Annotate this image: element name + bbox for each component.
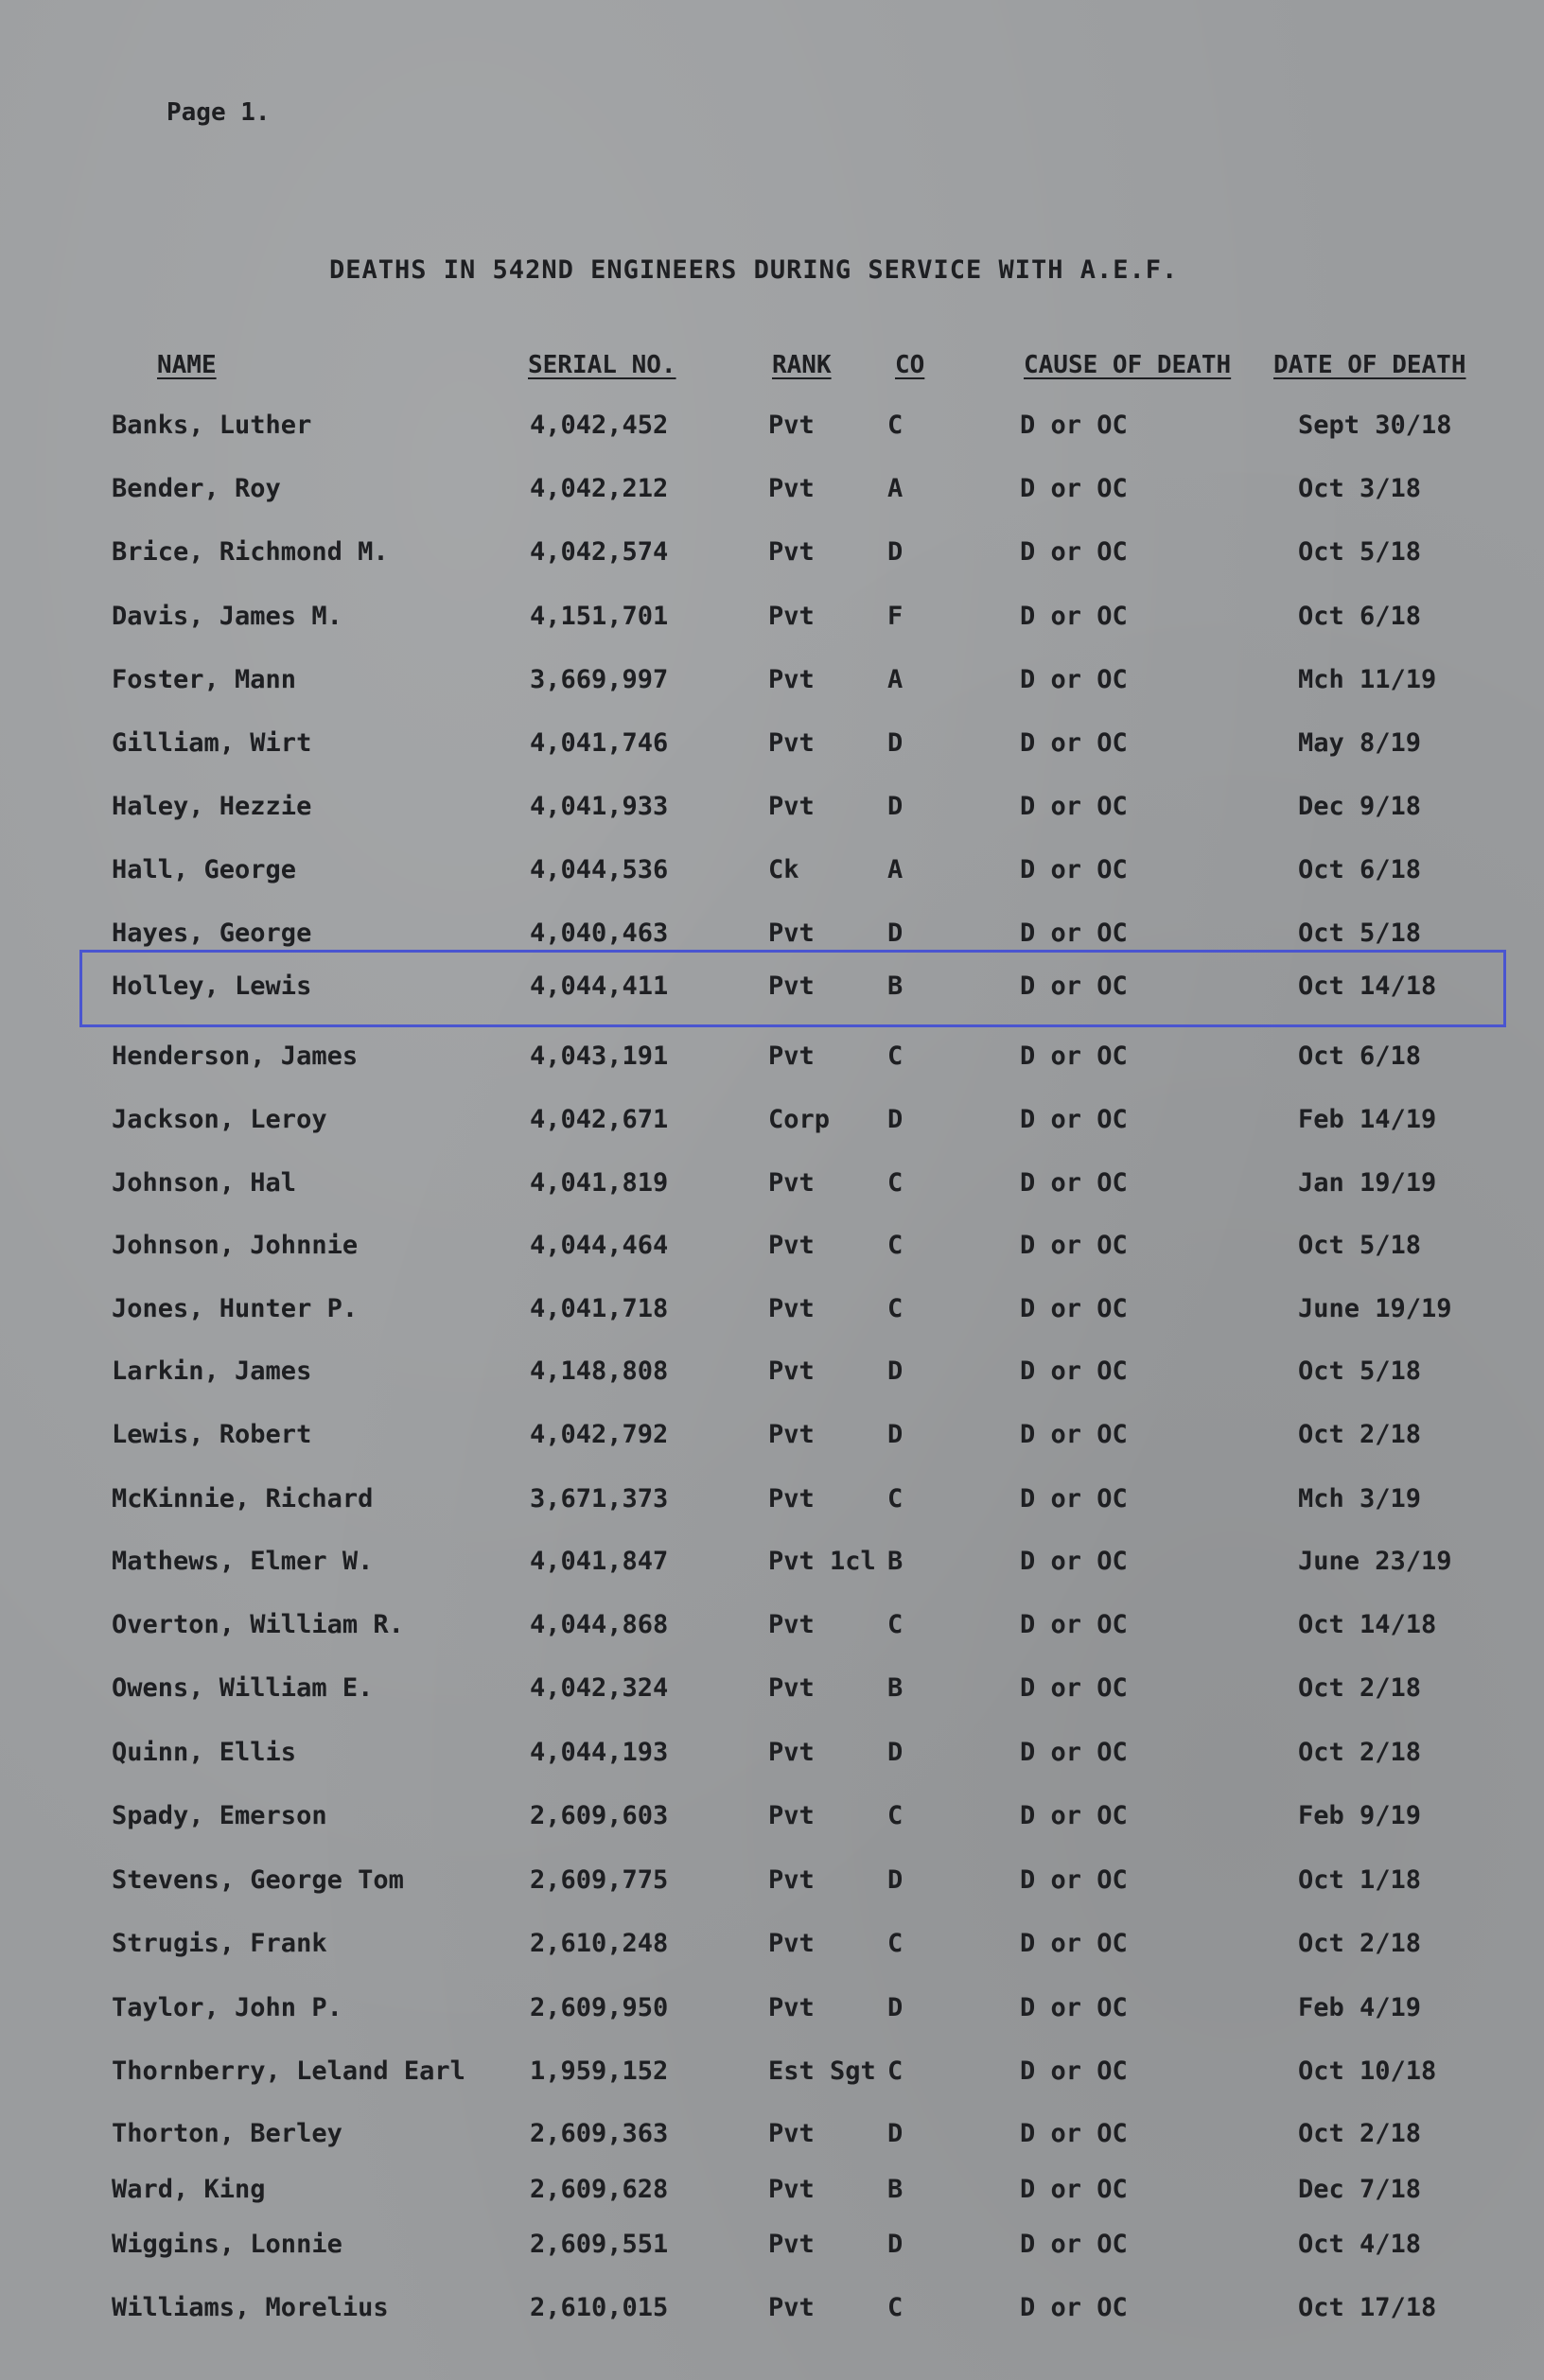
cell-serial: 4,040,463 bbox=[530, 919, 669, 948]
cell-date: Oct 6/18 bbox=[1298, 602, 1422, 631]
cell-co: A bbox=[887, 474, 904, 503]
cell-rank: Pvt bbox=[768, 792, 815, 821]
cell-rank: Pvt bbox=[768, 1610, 815, 1639]
cell-cause: D or OC bbox=[1020, 1294, 1128, 1323]
cell-date: May 8/19 bbox=[1298, 728, 1422, 758]
cell-date: Mch 11/19 bbox=[1298, 665, 1437, 694]
cell-serial: 4,042,671 bbox=[530, 1105, 669, 1134]
cell-cause: D or OC bbox=[1020, 474, 1128, 503]
cell-rank: Corp bbox=[768, 1105, 831, 1134]
cell-name: Wiggins, Lonnie bbox=[112, 2230, 342, 2259]
cell-name: Stevens, George Tom bbox=[112, 1865, 404, 1895]
cell-co: D bbox=[887, 1738, 904, 1767]
cell-serial: 4,043,191 bbox=[530, 1041, 669, 1071]
cell-date: Sept 30/18 bbox=[1298, 411, 1452, 440]
cell-date: Dec 7/18 bbox=[1298, 2175, 1422, 2204]
cell-date: June 23/19 bbox=[1298, 1547, 1452, 1576]
cell-rank: Est Sgt bbox=[768, 2056, 876, 2086]
cell-name: Thornberry, Leland Earl bbox=[112, 2056, 465, 2086]
cell-co: D bbox=[887, 792, 904, 821]
cell-date: Oct 2/18 bbox=[1298, 2119, 1422, 2148]
cell-cause: D or OC bbox=[1020, 855, 1128, 884]
cell-cause: D or OC bbox=[1020, 537, 1128, 567]
cell-serial: 4,042,452 bbox=[530, 411, 669, 440]
header-date: DATE OF DEATH bbox=[1273, 351, 1466, 379]
cell-rank: Ck bbox=[768, 855, 799, 884]
cell-serial: 4,041,746 bbox=[530, 728, 669, 758]
header-co: CO bbox=[895, 351, 925, 379]
table-header bbox=[0, 346, 1544, 384]
cell-rank: Pvt bbox=[768, 1231, 815, 1260]
cell-date: Oct 14/18 bbox=[1298, 971, 1437, 1001]
cell-rank: Pvt bbox=[768, 971, 815, 1001]
cell-name: Larkin, James bbox=[112, 1356, 312, 1386]
cell-co: C bbox=[887, 411, 904, 440]
cell-rank: Pvt bbox=[768, 2293, 815, 2322]
cell-serial: 4,044,536 bbox=[530, 855, 669, 884]
table-row bbox=[0, 1164, 1544, 1202]
cell-rank: Pvt bbox=[768, 2119, 815, 2148]
cell-serial: 4,041,847 bbox=[530, 1547, 669, 1576]
cell-co: B bbox=[887, 2175, 904, 2204]
cell-name: Spady, Emerson bbox=[112, 1801, 327, 1830]
cell-name: Johnson, Johnnie bbox=[112, 1231, 359, 1260]
cell-date: Oct 2/18 bbox=[1298, 1738, 1422, 1767]
cell-co: C bbox=[887, 2293, 904, 2322]
cell-date: Feb 4/19 bbox=[1298, 1993, 1422, 2022]
cell-name: Gilliam, Wirt bbox=[112, 728, 312, 758]
header-name: NAME bbox=[157, 351, 217, 379]
cell-cause: D or OC bbox=[1020, 1610, 1128, 1639]
cell-cause: D or OC bbox=[1020, 2230, 1128, 2259]
cell-name: Bender, Roy bbox=[112, 474, 281, 503]
cell-name: Owens, William E. bbox=[112, 1673, 374, 1703]
cell-co: D bbox=[887, 537, 904, 567]
table-row bbox=[0, 1353, 1544, 1391]
cell-date: Oct 2/18 bbox=[1298, 1929, 1422, 1958]
cell-date: Oct 6/18 bbox=[1298, 1041, 1422, 1071]
table-row bbox=[0, 407, 1544, 445]
cell-date: Feb 9/19 bbox=[1298, 1801, 1422, 1830]
cell-serial: 2,609,628 bbox=[530, 2175, 669, 2204]
cell-date: Oct 17/18 bbox=[1298, 2293, 1437, 2322]
cell-name: Hall, George bbox=[112, 855, 297, 884]
cell-name: Williams, Morelius bbox=[112, 2293, 389, 2322]
cell-rank: Pvt bbox=[768, 602, 815, 631]
cell-cause: D or OC bbox=[1020, 2056, 1128, 2086]
table-row bbox=[0, 1734, 1544, 1772]
cell-rank: Pvt bbox=[768, 2230, 815, 2259]
table-row bbox=[0, 1480, 1544, 1518]
cell-rank: Pvt 1cl bbox=[768, 1547, 876, 1576]
cell-name: Holley, Lewis bbox=[112, 971, 312, 1001]
table-row bbox=[0, 1101, 1544, 1139]
cell-name: Banks, Luther bbox=[112, 411, 312, 440]
cell-serial: 4,041,819 bbox=[530, 1168, 669, 1198]
table-row bbox=[0, 1797, 1544, 1835]
cell-co: C bbox=[887, 1484, 904, 1514]
cell-co: A bbox=[887, 855, 904, 884]
cell-cause: D or OC bbox=[1020, 792, 1128, 821]
cell-name: Thorton, Berley bbox=[112, 2119, 342, 2148]
cell-name: McKinnie, Richard bbox=[112, 1484, 374, 1514]
cell-co: D bbox=[887, 1356, 904, 1386]
cell-date: Oct 6/18 bbox=[1298, 855, 1422, 884]
cell-rank: Pvt bbox=[768, 728, 815, 758]
cell-co: C bbox=[887, 1929, 904, 1958]
cell-name: Jackson, Leroy bbox=[112, 1105, 327, 1134]
cell-serial: 4,044,464 bbox=[530, 1231, 669, 1260]
cell-rank: Pvt bbox=[768, 1041, 815, 1071]
table-row bbox=[0, 2226, 1544, 2264]
cell-serial: 4,042,324 bbox=[530, 1673, 669, 1703]
cell-cause: D or OC bbox=[1020, 728, 1128, 758]
table-row bbox=[0, 2115, 1544, 2153]
cell-serial: 4,042,212 bbox=[530, 474, 669, 503]
table-row bbox=[0, 1038, 1544, 1076]
cell-co: D bbox=[887, 1865, 904, 1895]
cell-co: C bbox=[887, 1041, 904, 1071]
cell-name: Jones, Hunter P. bbox=[112, 1294, 359, 1323]
cell-rank: Pvt bbox=[768, 1420, 815, 1449]
cell-name: Lewis, Robert bbox=[112, 1420, 312, 1449]
cell-co: D bbox=[887, 2119, 904, 2148]
cell-co: C bbox=[887, 1231, 904, 1260]
cell-name: Strugis, Frank bbox=[112, 1929, 327, 1958]
cell-serial: 4,042,574 bbox=[530, 537, 669, 567]
cell-date: Oct 14/18 bbox=[1298, 1610, 1437, 1639]
cell-cause: D or OC bbox=[1020, 411, 1128, 440]
cell-co: D bbox=[887, 2230, 904, 2259]
header-serial: SERIAL NO. bbox=[528, 351, 676, 379]
cell-cause: D or OC bbox=[1020, 919, 1128, 948]
table-row bbox=[0, 1416, 1544, 1454]
cell-date: Jan 19/19 bbox=[1298, 1168, 1437, 1198]
cell-date: Oct 2/18 bbox=[1298, 1420, 1422, 1449]
cell-date: Feb 14/19 bbox=[1298, 1105, 1437, 1134]
cell-name: Foster, Mann bbox=[112, 665, 297, 694]
cell-serial: 4,041,718 bbox=[530, 1294, 669, 1323]
cell-cause: D or OC bbox=[1020, 1865, 1128, 1895]
cell-cause: D or OC bbox=[1020, 1801, 1128, 1830]
cell-cause: D or OC bbox=[1020, 1738, 1128, 1767]
table-row bbox=[0, 1290, 1544, 1328]
cell-co: B bbox=[887, 1547, 904, 1576]
cell-co: C bbox=[887, 1610, 904, 1639]
table-row bbox=[0, 1925, 1544, 1963]
cell-cause: D or OC bbox=[1020, 2293, 1128, 2322]
cell-cause: D or OC bbox=[1020, 1168, 1128, 1198]
cell-cause: D or OC bbox=[1020, 1673, 1128, 1703]
cell-serial: 2,610,248 bbox=[530, 1929, 669, 1958]
table-row bbox=[0, 1606, 1544, 1644]
cell-cause: D or OC bbox=[1020, 1547, 1128, 1576]
cell-rank: Pvt bbox=[768, 1673, 815, 1703]
cell-rank: Pvt bbox=[768, 2175, 815, 2204]
cell-rank: Pvt bbox=[768, 1865, 815, 1895]
cell-co: A bbox=[887, 665, 904, 694]
cell-rank: Pvt bbox=[768, 1356, 815, 1386]
cell-cause: D or OC bbox=[1020, 602, 1128, 631]
cell-date: Oct 10/18 bbox=[1298, 2056, 1437, 2086]
table-row bbox=[0, 534, 1544, 571]
cell-serial: 3,671,373 bbox=[530, 1484, 669, 1514]
cell-date: Dec 9/18 bbox=[1298, 792, 1422, 821]
highlighted-row-box bbox=[79, 950, 1506, 1027]
cell-serial: 2,610,015 bbox=[530, 2293, 669, 2322]
cell-date: Oct 5/18 bbox=[1298, 537, 1422, 567]
table-row bbox=[0, 725, 1544, 762]
cell-name: Overton, William R. bbox=[112, 1610, 404, 1639]
cell-rank: Pvt bbox=[768, 1738, 815, 1767]
cell-date: Oct 5/18 bbox=[1298, 1356, 1422, 1386]
cell-date: Mch 3/19 bbox=[1298, 1484, 1422, 1514]
table-row bbox=[0, 2053, 1544, 2091]
cell-co: B bbox=[887, 971, 904, 1001]
cell-rank: Pvt bbox=[768, 1294, 815, 1323]
cell-serial: 4,148,808 bbox=[530, 1356, 669, 1386]
table-row bbox=[0, 915, 1544, 953]
cell-cause: D or OC bbox=[1020, 1484, 1128, 1514]
cell-rank: Pvt bbox=[768, 1484, 815, 1514]
cell-name: Johnson, Hal bbox=[112, 1168, 297, 1198]
cell-serial: 2,609,363 bbox=[530, 2119, 669, 2148]
table-row bbox=[0, 2289, 1544, 2327]
cell-cause: D or OC bbox=[1020, 1231, 1128, 1260]
cell-cause: D or OC bbox=[1020, 1105, 1128, 1134]
table-row bbox=[0, 661, 1544, 699]
cell-co: D bbox=[887, 919, 904, 948]
table-row bbox=[0, 1543, 1544, 1581]
cell-name: Ward, King bbox=[112, 2175, 266, 2204]
cell-cause: D or OC bbox=[1020, 1993, 1128, 2022]
table-row bbox=[0, 2171, 1544, 2209]
cell-rank: Pvt bbox=[768, 665, 815, 694]
document-title: DEATHS IN 542ND ENGINEERS DURING SERVICE WITH A.E.F. bbox=[329, 255, 1179, 285]
cell-date: Oct 5/18 bbox=[1298, 1231, 1422, 1260]
cell-serial: 1,959,152 bbox=[530, 2056, 669, 2086]
header-cause: CAUSE OF DEATH bbox=[1024, 351, 1232, 379]
cell-date: Oct 3/18 bbox=[1298, 474, 1422, 503]
cell-name: Henderson, James bbox=[112, 1041, 359, 1071]
cell-co: B bbox=[887, 1673, 904, 1703]
cell-serial: 2,609,603 bbox=[530, 1801, 669, 1830]
cell-serial: 4,044,411 bbox=[530, 971, 669, 1001]
cell-co: C bbox=[887, 1168, 904, 1198]
cell-date: June 19/19 bbox=[1298, 1294, 1452, 1323]
table-row bbox=[0, 598, 1544, 636]
cell-co: C bbox=[887, 1294, 904, 1323]
cell-serial: 3,669,997 bbox=[530, 665, 669, 694]
cell-date: Oct 2/18 bbox=[1298, 1673, 1422, 1703]
cell-serial: 4,041,933 bbox=[530, 792, 669, 821]
cell-serial: 2,609,775 bbox=[530, 1865, 669, 1895]
cell-cause: D or OC bbox=[1020, 665, 1128, 694]
cell-serial: 4,151,701 bbox=[530, 602, 669, 631]
cell-rank: Pvt bbox=[768, 1168, 815, 1198]
cell-cause: D or OC bbox=[1020, 1420, 1128, 1449]
page-number: Page 1. bbox=[167, 98, 271, 127]
table-row bbox=[0, 1227, 1544, 1265]
cell-cause: D or OC bbox=[1020, 2119, 1128, 2148]
cell-co: D bbox=[887, 728, 904, 758]
cell-rank: Pvt bbox=[768, 537, 815, 567]
cell-co: D bbox=[887, 1420, 904, 1449]
cell-co: D bbox=[887, 1993, 904, 2022]
cell-name: Davis, James M. bbox=[112, 602, 342, 631]
cell-cause: D or OC bbox=[1020, 971, 1128, 1001]
table-row bbox=[0, 1670, 1544, 1707]
cell-cause: D or OC bbox=[1020, 1356, 1128, 1386]
table-row bbox=[0, 1989, 1544, 2027]
cell-name: Mathews, Elmer W. bbox=[112, 1547, 374, 1576]
cell-serial: 2,609,950 bbox=[530, 1993, 669, 2022]
cell-cause: D or OC bbox=[1020, 1929, 1128, 1958]
cell-name: Brice, Richmond M. bbox=[112, 537, 389, 567]
cell-serial: 4,044,868 bbox=[530, 1610, 669, 1639]
cell-name: Haley, Hezzie bbox=[112, 792, 312, 821]
table-row bbox=[0, 1862, 1544, 1899]
cell-name: Quinn, Ellis bbox=[112, 1738, 297, 1767]
cell-co: F bbox=[887, 602, 904, 631]
table-row bbox=[0, 851, 1544, 889]
table-row bbox=[0, 788, 1544, 826]
cell-name: Hayes, George bbox=[112, 919, 312, 948]
cell-co: C bbox=[887, 2056, 904, 2086]
cell-co: D bbox=[887, 1105, 904, 1134]
cell-name: Taylor, John P. bbox=[112, 1993, 342, 2022]
cell-rank: Pvt bbox=[768, 1993, 815, 2022]
cell-date: Oct 5/18 bbox=[1298, 919, 1422, 948]
cell-rank: Pvt bbox=[768, 474, 815, 503]
cell-rank: Pvt bbox=[768, 411, 815, 440]
cell-rank: Pvt bbox=[768, 1801, 815, 1830]
cell-rank: Pvt bbox=[768, 919, 815, 948]
cell-cause: D or OC bbox=[1020, 1041, 1128, 1071]
cell-serial: 4,044,193 bbox=[530, 1738, 669, 1767]
table-row bbox=[0, 470, 1544, 508]
cell-co: C bbox=[887, 1801, 904, 1830]
cell-rank: Pvt bbox=[768, 1929, 815, 1958]
cell-cause: D or OC bbox=[1020, 2175, 1128, 2204]
cell-date: Oct 1/18 bbox=[1298, 1865, 1422, 1895]
cell-serial: 2,609,551 bbox=[530, 2230, 669, 2259]
cell-date: Oct 4/18 bbox=[1298, 2230, 1422, 2259]
cell-serial: 4,042,792 bbox=[530, 1420, 669, 1449]
header-rank: RANK bbox=[772, 351, 832, 379]
